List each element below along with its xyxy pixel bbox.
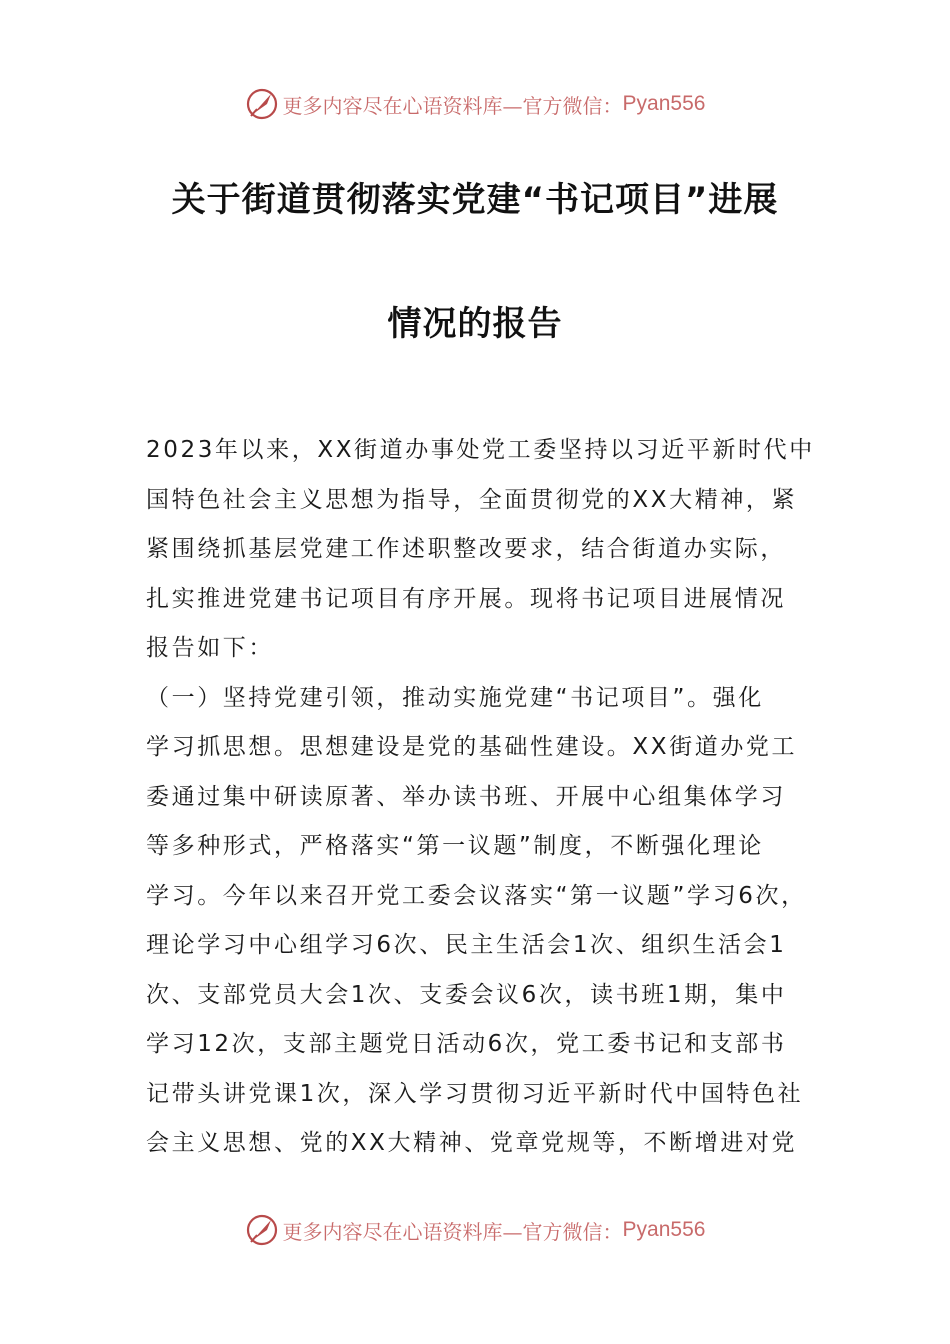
body-line: 紧围绕抓基层党建工作述职整改要求，结合街道办实际， bbox=[146, 536, 786, 562]
body-line: 会主义思想、党的XX大精神、党章党规等，不断增进对党 bbox=[146, 1130, 798, 1156]
body-line: 理论学习中心组学习6次、民主生活会1次、组织生活会1 bbox=[146, 932, 787, 958]
document-title-line-2: 情况的报告 bbox=[387, 304, 563, 344]
watermark-wechat-id: Pyan556 bbox=[622, 92, 706, 115]
body-line: （一）坚持党建引领，推动实施党建“书记项目”。强化 bbox=[146, 684, 764, 711]
quill-pen-logo-icon bbox=[245, 87, 279, 121]
body-line: 2023年以来，XX街道办事处党工委坚持以习近平新时代中 bbox=[146, 437, 815, 463]
header-watermark bbox=[0, 84, 950, 124]
body-line: 等多种形式，严格落实“第一议题”制度，不断强化理论 bbox=[146, 833, 764, 859]
watermark-text: 更多内容尽在心语资料库—官方微信： bbox=[282, 1219, 623, 1244]
document-body bbox=[146, 426, 816, 1169]
body-line: 报告如下： bbox=[146, 635, 274, 661]
quill-pen-logo-icon bbox=[245, 1213, 279, 1247]
watermark-text: 更多内容尽在心语资料库—官方微信： bbox=[282, 93, 623, 118]
body-line: 学习抓思想。思想建设是党的基础性建设。XX街道办党工 bbox=[146, 734, 798, 760]
watermark-wechat-id: Pyan556 bbox=[622, 1218, 706, 1241]
document-title-line-1: 关于街道贯彻落实党建“书记项目”进展 bbox=[171, 180, 779, 220]
body-line: 学习12次，支部主题党日活动6次，党工委书记和支部书 bbox=[146, 1031, 787, 1057]
body-line: 学习。今年以来召开党工委会议落实“第一议题”学习6次， bbox=[146, 882, 807, 909]
body-line: 次、支部党员大会1次、支委会议6次，读书班1期，集中 bbox=[146, 981, 787, 1008]
body-line: 委通过集中研读原著、举办读书班、开展中心组集体学习 bbox=[146, 783, 786, 810]
body-line: 扎实推进党建书记项目有序开展。现将书记项目进展情况 bbox=[146, 585, 786, 612]
body-line: 记带头讲党课1次，深入学习贯彻习近平新时代中国特色社 bbox=[146, 1080, 804, 1107]
body-line: 国特色社会主义思想为指导，全面贯彻党的XX大精神，紧 bbox=[146, 486, 798, 513]
footer-watermark bbox=[0, 1210, 950, 1250]
